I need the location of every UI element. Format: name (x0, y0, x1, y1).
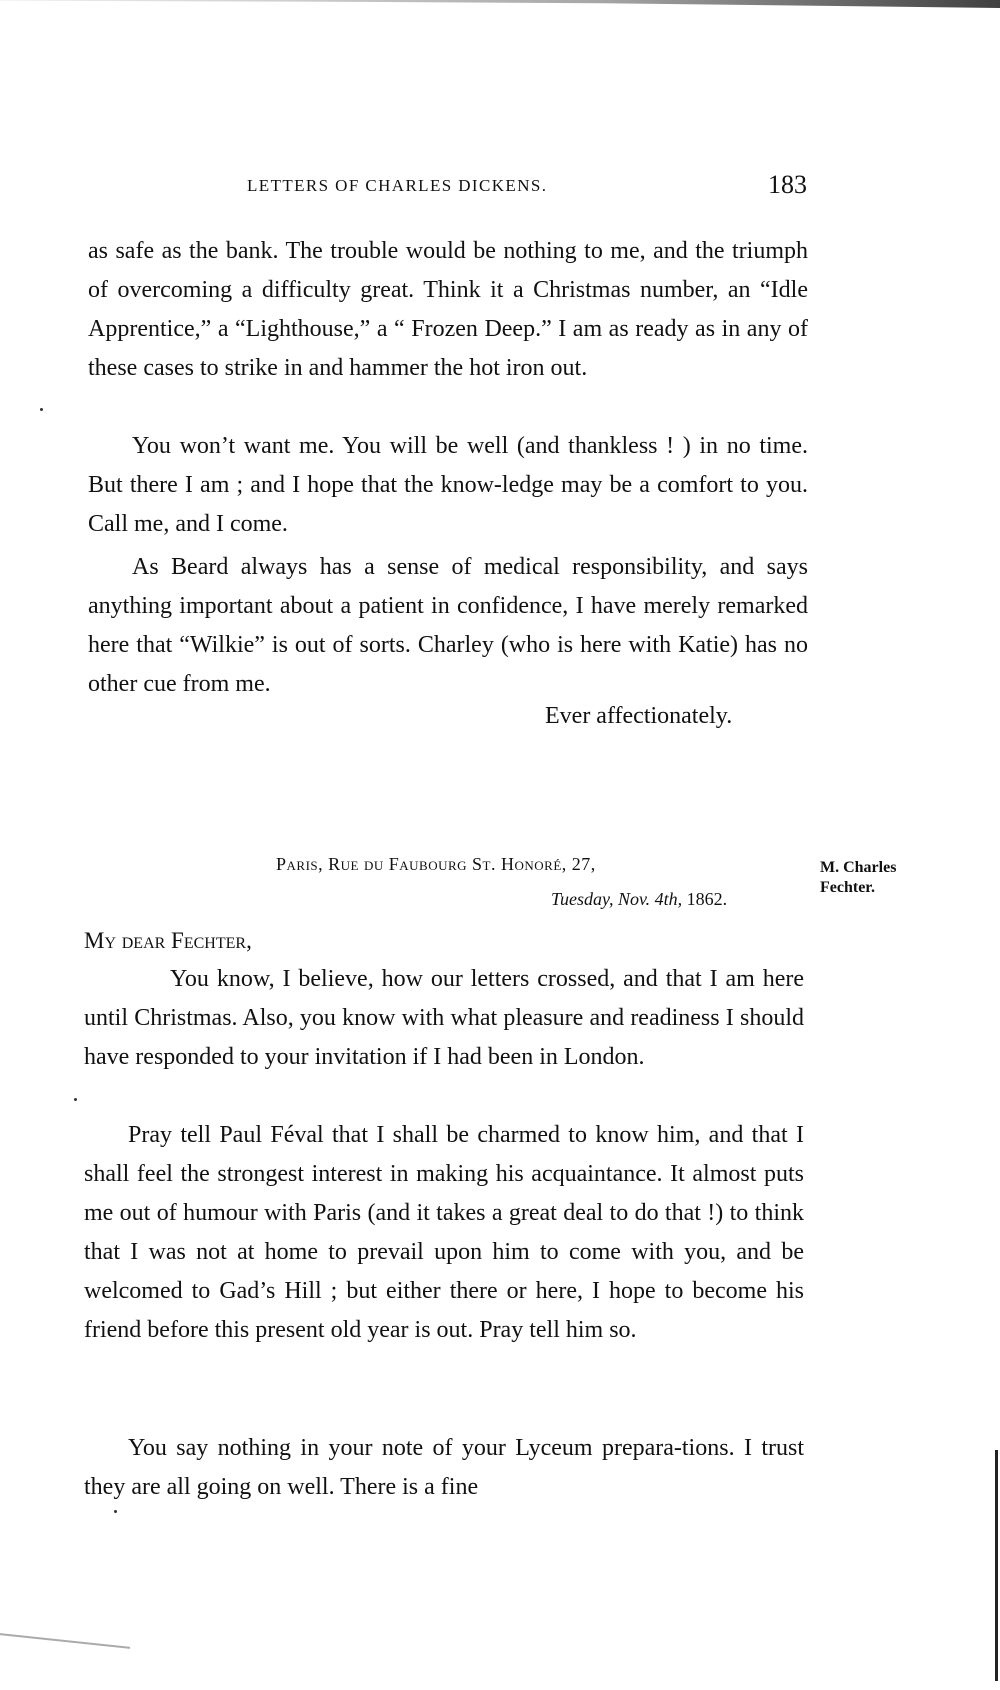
scan-right-edge (995, 1450, 998, 1681)
running-title: LETTERS OF CHARLES DICKENS. (247, 176, 548, 195)
scan-speck (40, 408, 43, 411)
letter1-paragraph-3 (88, 548, 808, 704)
margin-note-line: Fechter. (820, 879, 875, 896)
paragraph-text: Pray tell Paul Féval that I shall be charmed to know him, and that I shall feel the strongest interest in making his acquaintance. It almost puts me out of humour with Paris (and it takes a great deal to do that !) to think that I was not at home to prevail upon him to come with you, and be welcomed to Gad’s Hill ; but either there or here, I hope to become his friend before this present old year is out. Pray tell him so. (84, 1122, 804, 1343)
letter2-dateline-place: Paris, Rue du Faubourg St. Honoré, 27, (276, 854, 596, 874)
paragraph-text: as safe as the bank. The trouble would be nothing to me, and the triumph of overcoming a difficulty great. Think it a Christmas number, an “Idle Apprentice,” a “Lighthouse,” a “ Frozen Deep.” I am as ready as in any of these cases to strike in and hammer the hot iron out. (88, 238, 808, 381)
paragraph-text: You know, I believe, how our letters crossed, and that I am here until Christmas. Also, you know with what pleasure and readiness I should have responded to your invitation if I had been in London. (84, 966, 804, 1070)
scan-speck (114, 1510, 117, 1513)
margin-note-recipient (820, 858, 896, 898)
dateline-year: 1862. (686, 889, 728, 909)
letter2-paragraph-2 (84, 1116, 804, 1350)
letter2-dateline-date (551, 889, 727, 910)
letter1-signoff: Ever affectionately. (545, 703, 733, 729)
paragraph-text: You say nothing in your note of your Lyceum prepara-tions. I trust they are all going on well. There is a fine (84, 1435, 804, 1500)
letter2-paragraph-3 (84, 1429, 804, 1507)
page-number: 183 (768, 170, 807, 199)
page-header (247, 172, 807, 202)
letter1-paragraph-1 (88, 232, 808, 388)
dateline-date-text: Tuesday, Nov. 4th, (551, 889, 683, 909)
letter2-paragraph-1 (84, 960, 804, 1077)
scan-bottom-left-mark (0, 1633, 130, 1690)
scan-top-edge (0, 0, 1000, 8)
letter1-paragraph-2 (88, 427, 808, 544)
margin-note-line: M. Charles (820, 859, 897, 876)
letter2-salutation: My dear Fechter, (84, 928, 252, 953)
paragraph-text: You won’t want me. You will be well (and thankless ! ) in no time. But there I am ; and I hope that the know-ledge may be a comfort to you. Call me, and I come. (88, 433, 808, 537)
scan-speck (74, 1098, 77, 1101)
paragraph-text: As Beard always has a sense of medical responsibility, and says anything important about a patient in confidence, I have merely remarked here that “Wilkie” is out of sorts. Charley (who is here with Katie) has no other cue from me. (88, 554, 808, 697)
